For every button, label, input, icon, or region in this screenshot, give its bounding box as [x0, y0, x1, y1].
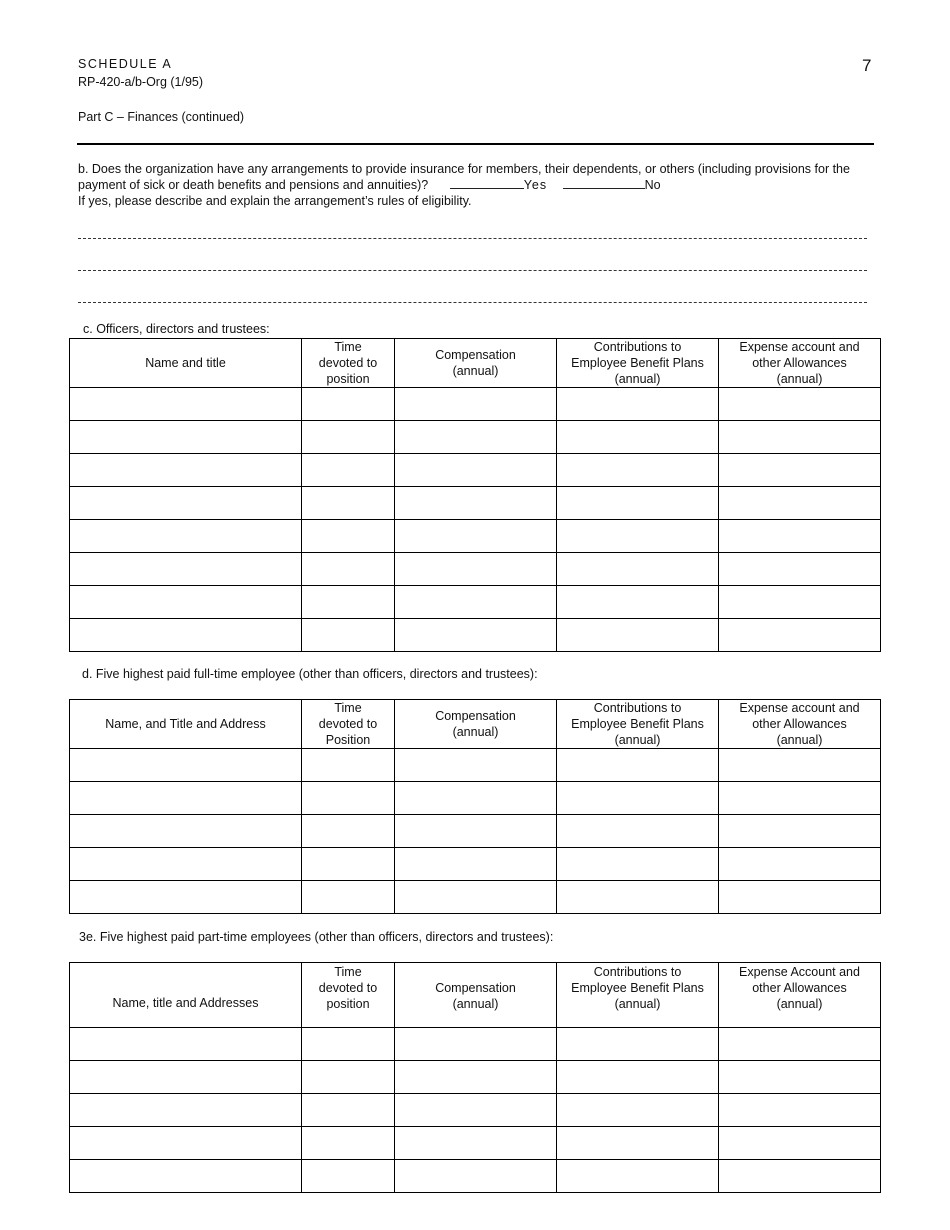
- table-row: [70, 1094, 881, 1127]
- table-cell[interactable]: [302, 619, 395, 652]
- table-row: [70, 421, 881, 454]
- table-row: [70, 454, 881, 487]
- table-row: [70, 881, 881, 914]
- table-cell[interactable]: [302, 782, 395, 815]
- parttime-employees-table: [69, 962, 881, 1193]
- table-cell[interactable]: [557, 1028, 719, 1061]
- table-cell[interactable]: [395, 520, 557, 553]
- table-cell[interactable]: [719, 1094, 881, 1127]
- yes-blank[interactable]: [450, 177, 524, 189]
- table-row: [70, 749, 881, 782]
- officers-table: [69, 338, 881, 652]
- table-cell[interactable]: [719, 553, 881, 586]
- table-cell[interactable]: [719, 848, 881, 881]
- section-e-title: 3e. Five highest paid part-time employees (other than officers, directors and trustees):: [79, 930, 554, 944]
- table-cell[interactable]: [70, 782, 302, 815]
- table-cell[interactable]: [70, 553, 302, 586]
- no-label: No: [644, 178, 661, 192]
- col-contributions: Contributions to Employee Benefit Plans (annual): [557, 700, 719, 749]
- table-cell[interactable]: [302, 388, 395, 421]
- table-cell[interactable]: [70, 586, 302, 619]
- table-cell[interactable]: [70, 487, 302, 520]
- schedule-label: SCHEDULE A: [78, 57, 173, 71]
- page-number: 7: [862, 56, 872, 75]
- table-row: [70, 848, 881, 881]
- table-cell[interactable]: [557, 553, 719, 586]
- yes-label: Yes: [523, 178, 548, 192]
- table-cell[interactable]: [70, 1094, 302, 1127]
- table-cell[interactable]: [557, 881, 719, 914]
- answer-line-2[interactable]: [78, 270, 867, 271]
- col-expense-account: Expense account and other Allowances (annual): [719, 700, 881, 749]
- table-cell[interactable]: [395, 1061, 557, 1094]
- table-cell[interactable]: [557, 1127, 719, 1160]
- table-cell[interactable]: [395, 454, 557, 487]
- header-rule: [77, 143, 874, 145]
- table-cell[interactable]: [719, 1127, 881, 1160]
- table-cell[interactable]: [557, 520, 719, 553]
- table-cell[interactable]: [557, 487, 719, 520]
- table-row: [70, 388, 881, 421]
- table-cell[interactable]: [557, 815, 719, 848]
- table-row: [70, 487, 881, 520]
- table-cell[interactable]: [70, 1160, 302, 1193]
- table-cell[interactable]: [395, 815, 557, 848]
- table-cell[interactable]: [70, 749, 302, 782]
- col-name-title-address: Name, and Title and Address: [70, 700, 302, 749]
- section-b-question-line2: payment of sick or death benefits and pensions and annuities)?: [78, 178, 429, 192]
- table-cell[interactable]: [302, 1160, 395, 1193]
- table-cell[interactable]: [70, 520, 302, 553]
- table-cell[interactable]: [302, 881, 395, 914]
- table-cell[interactable]: [719, 782, 881, 815]
- table-row: [70, 586, 881, 619]
- table-cell[interactable]: [70, 881, 302, 914]
- table-cell[interactable]: [557, 586, 719, 619]
- table-cell[interactable]: [557, 848, 719, 881]
- table-cell[interactable]: [302, 520, 395, 553]
- table-cell[interactable]: [395, 586, 557, 619]
- table-cell[interactable]: [557, 454, 719, 487]
- table-cell[interactable]: [395, 421, 557, 454]
- table-cell[interactable]: [395, 619, 557, 652]
- table-cell[interactable]: [302, 749, 395, 782]
- col-time-devoted: Time devoted to position: [302, 339, 395, 388]
- table-cell[interactable]: [395, 749, 557, 782]
- table-cell[interactable]: [557, 619, 719, 652]
- table-cell[interactable]: [70, 1028, 302, 1061]
- table-cell[interactable]: [302, 421, 395, 454]
- table-cell[interactable]: [395, 881, 557, 914]
- table-cell[interactable]: [719, 1028, 881, 1061]
- section-b-question: b. Does the organization have any arrangements to provide insurance for members, their dependents, or others (including provisions for the: [78, 162, 850, 176]
- table-cell[interactable]: [395, 388, 557, 421]
- table-cell[interactable]: [719, 749, 881, 782]
- table-row: [70, 1028, 881, 1061]
- table-cell[interactable]: [70, 388, 302, 421]
- table-cell[interactable]: [70, 1127, 302, 1160]
- form-code: RP-420-a/b-Org (1/95): [78, 75, 204, 89]
- col-contributions: Contributions to Employee Benefit Plans (annual): [557, 963, 719, 1028]
- table-cell[interactable]: [302, 454, 395, 487]
- table-cell[interactable]: [557, 1061, 719, 1094]
- table-cell[interactable]: [719, 454, 881, 487]
- table-cell[interactable]: [557, 421, 719, 454]
- table-cell[interactable]: [395, 1160, 557, 1193]
- table-cell[interactable]: [302, 1028, 395, 1061]
- table-cell[interactable]: [395, 1028, 557, 1061]
- table-cell[interactable]: [302, 848, 395, 881]
- table-cell[interactable]: [395, 553, 557, 586]
- table-row: [70, 1127, 881, 1160]
- section-b-instruction: If yes, please describe and explain the arrangement’s rules of eligibility.: [78, 194, 472, 208]
- table-cell[interactable]: [719, 815, 881, 848]
- table-cell[interactable]: [70, 815, 302, 848]
- table-cell[interactable]: [719, 1160, 881, 1193]
- table-cell[interactable]: [719, 619, 881, 652]
- table-cell[interactable]: [395, 782, 557, 815]
- table-cell[interactable]: [302, 815, 395, 848]
- table-cell[interactable]: [719, 388, 881, 421]
- col-time-devoted: Time devoted to Position: [302, 700, 395, 749]
- table-row: [70, 553, 881, 586]
- table-cell[interactable]: [395, 487, 557, 520]
- table-cell[interactable]: [395, 848, 557, 881]
- col-expense-account: Expense account and other Allowances (annual): [719, 339, 881, 388]
- col-compensation: Compensation (annual): [395, 963, 557, 1028]
- col-expense-account: Expense Account and other Allowances (annual): [719, 963, 881, 1028]
- col-compensation: Compensation (annual): [395, 339, 557, 388]
- part-title: Part C – Finances (continued): [78, 110, 245, 124]
- no-blank[interactable]: [563, 177, 645, 189]
- section-c-title: c. Officers, directors and trustees:: [83, 322, 270, 336]
- table-cell[interactable]: [557, 1160, 719, 1193]
- answer-line-1[interactable]: [78, 238, 867, 239]
- col-time-devoted: Time devoted to position: [302, 963, 395, 1028]
- fulltime-table-header: [70, 700, 881, 749]
- col-name-and-title: Name and title: [70, 339, 302, 388]
- table-cell[interactable]: [719, 1061, 881, 1094]
- table-row: [70, 619, 881, 652]
- table-cell[interactable]: [70, 619, 302, 652]
- table-cell[interactable]: [70, 1061, 302, 1094]
- table-cell[interactable]: [70, 454, 302, 487]
- table-cell[interactable]: [395, 1127, 557, 1160]
- table-cell[interactable]: [70, 421, 302, 454]
- col-name-title-addresses: Name, title and Addresses: [70, 963, 302, 1028]
- table-row: [70, 520, 881, 553]
- table-cell[interactable]: [302, 1094, 395, 1127]
- table-cell[interactable]: [395, 1094, 557, 1127]
- table-cell[interactable]: [70, 848, 302, 881]
- table-cell[interactable]: [719, 421, 881, 454]
- parttime-table-header: [70, 963, 881, 1028]
- table-cell[interactable]: [302, 487, 395, 520]
- table-cell[interactable]: [719, 881, 881, 914]
- table-cell[interactable]: [719, 487, 881, 520]
- answer-line-3[interactable]: [78, 302, 867, 303]
- table-cell[interactable]: [719, 520, 881, 553]
- table-cell[interactable]: [557, 388, 719, 421]
- table-cell[interactable]: [557, 782, 719, 815]
- table-cell[interactable]: [719, 586, 881, 619]
- col-compensation: Compensation (annual): [395, 700, 557, 749]
- table-cell[interactable]: [557, 1094, 719, 1127]
- table-cell[interactable]: [302, 586, 395, 619]
- table-cell[interactable]: [302, 1061, 395, 1094]
- section-b-question-cont: [78, 177, 661, 193]
- table-row: [70, 782, 881, 815]
- table-cell[interactable]: [302, 553, 395, 586]
- table-row: [70, 815, 881, 848]
- officers-table-header: [70, 339, 881, 388]
- table-cell[interactable]: [302, 1127, 395, 1160]
- fulltime-employees-table: [69, 699, 881, 914]
- table-cell[interactable]: [557, 749, 719, 782]
- section-d-title: d. Five highest paid full-time employee (other than officers, directors and trustees):: [82, 667, 538, 681]
- table-row: [70, 1160, 881, 1193]
- table-row: [70, 1061, 881, 1094]
- col-contributions: Contributions to Employee Benefit Plans (annual): [557, 339, 719, 388]
